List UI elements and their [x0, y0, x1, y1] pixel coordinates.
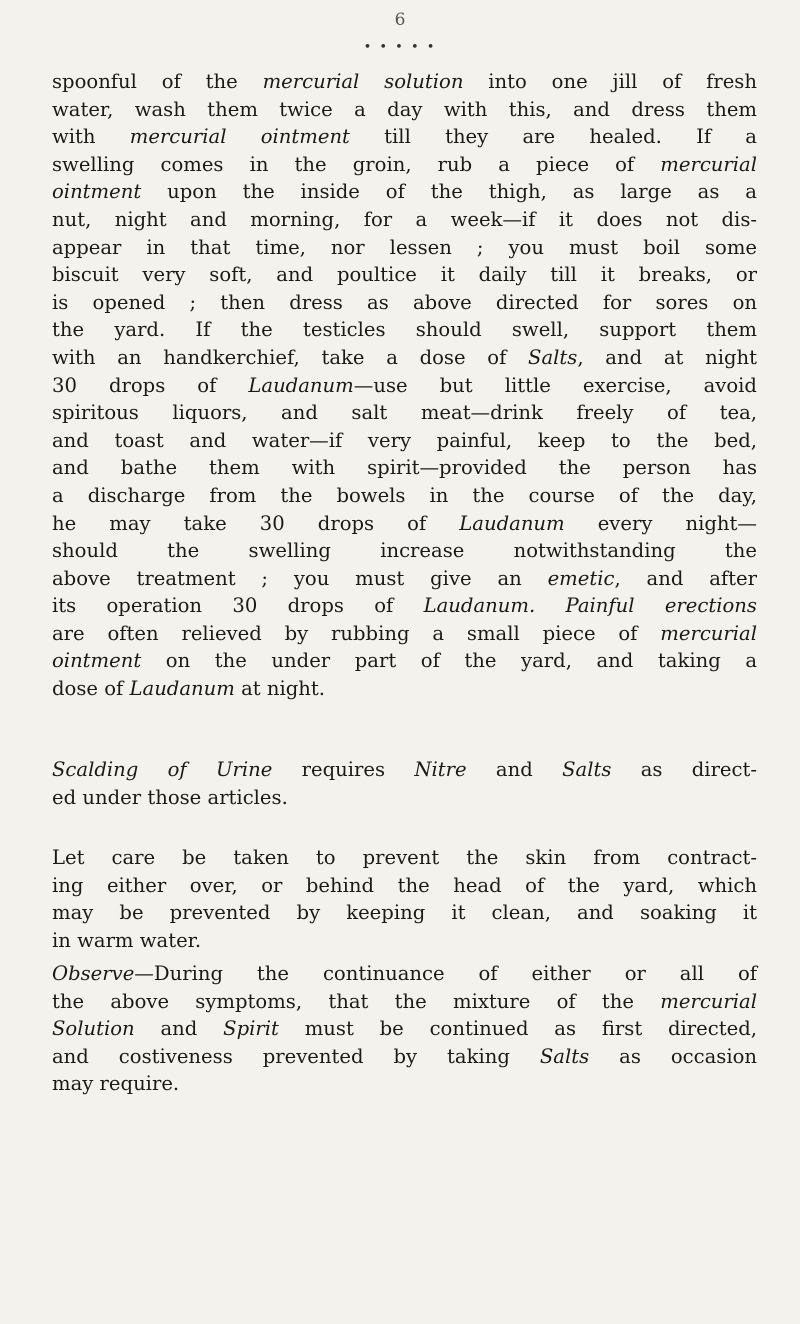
italic-text: Salts [562, 758, 612, 781]
text-run: —use but little exercise, avoid [353, 373, 757, 397]
text-run: nut, night and morning, for a week—if it does not dis- [52, 207, 757, 231]
italic-text: mercurial ointment [129, 125, 350, 149]
text-line [52, 68, 757, 96]
text-run: appear in that time, nor lessen ; you must boil some [52, 235, 757, 259]
text-run: spiritous liquors, and salt meat—drink freely of tea, [52, 401, 757, 425]
text-run: spoonful of the [52, 70, 263, 93]
text-run: Let care be taken to prevent the skin from contract- [52, 846, 757, 869]
text-line [52, 482, 757, 510]
text-run: may require. [52, 1072, 180, 1096]
italic-text: ointment [52, 180, 142, 204]
text-line [52, 784, 757, 812]
text-line [52, 289, 757, 317]
text-run: —During the continuance of either or all of [134, 962, 757, 985]
text-line [52, 537, 757, 565]
text-line [52, 1070, 757, 1098]
italic-text: Solution [52, 1017, 135, 1041]
text-run: is opened ; then dress as above directed for sores on [52, 290, 757, 314]
text-run: above treatment ; you must give an [52, 566, 548, 590]
text-line [52, 96, 757, 124]
text-line [52, 988, 757, 1016]
italic-text: ointment [52, 649, 142, 673]
text-run: are often relieved by rubbing a small piece of [52, 621, 661, 645]
text-line [52, 151, 757, 179]
text-run: biscuit very soft, and poultice it daily till it breaks, or [52, 263, 757, 287]
italic-text: Laudanum. Painful erections [423, 594, 757, 618]
text-line [52, 344, 757, 372]
text-run: ed under those articles. [52, 785, 288, 809]
text-run: 30 drops of [52, 373, 249, 397]
text-line [52, 454, 757, 482]
paragraph-treatment [52, 68, 757, 703]
text-run: and costiveness prevented by taking [52, 1044, 540, 1068]
italic-text: Salts [539, 1044, 590, 1068]
text-line [52, 872, 757, 900]
text-line [52, 675, 757, 703]
text-line [52, 372, 757, 400]
text-run: its operation 30 drops of [52, 594, 424, 618]
text-run: requires [272, 758, 415, 781]
text-run: at night. [234, 677, 326, 701]
text-run: ing either over, or behind the head of the yard, which [52, 873, 757, 897]
italic-text: Observe [52, 962, 135, 985]
text-run: dose of [52, 677, 130, 701]
text-run: in warm water. [52, 928, 202, 952]
text-run: may be prevented by keeping it clean, and soaking it [52, 901, 757, 925]
text-run: as occasion [589, 1044, 758, 1068]
text-line [52, 316, 757, 344]
italic-text: emetic [547, 566, 615, 590]
italic-text: mercurial [660, 989, 757, 1013]
text-line [52, 647, 757, 675]
page-number: 6 [394, 10, 406, 30]
text-line [52, 592, 757, 620]
text-line [52, 510, 757, 538]
text-run: with [52, 125, 130, 149]
text-line [52, 427, 757, 455]
text-run: the above symptoms, that the mixture of the [52, 989, 661, 1013]
text-run: a discharge from the bowels in the course of the day, [52, 483, 757, 507]
paragraph-scalding-of-urine [52, 756, 757, 811]
text-line [52, 620, 757, 648]
italic-text: Laudanum [248, 373, 354, 397]
text-line [52, 1015, 757, 1043]
text-run: the yard. If the testicles should swell, support them [52, 318, 757, 342]
text-run: and bathe them with spirit—provided the person has [52, 456, 757, 480]
italic-text: mercurial [660, 152, 757, 176]
paragraph-skin-contracting [52, 844, 757, 954]
italic-text: mercurial solution [262, 70, 464, 93]
text-line [52, 927, 757, 955]
text-run: must be continued as first directed, [278, 1017, 757, 1041]
text-run: every night— [564, 511, 757, 535]
text-line [52, 1043, 757, 1071]
italic-text: Spirit [223, 1017, 279, 1041]
italic-text: Laudanum [129, 677, 235, 701]
text-run: , and at night [577, 345, 757, 369]
paragraph-observe [52, 960, 757, 1098]
text-run: with an handkerchief, take a dose of [52, 345, 529, 369]
text-line [52, 565, 757, 593]
text-run: and [134, 1017, 224, 1041]
text-line [52, 234, 757, 262]
text-run: upon the inside of the thigh, as large as a [141, 180, 757, 204]
text-run: and [466, 758, 563, 781]
text-run: should the swelling increase notwithstanding the [52, 539, 757, 563]
text-run: till they are healed. If a [349, 125, 757, 149]
italic-text: Laudanum [459, 511, 565, 535]
text-run: into one jill of fresh [463, 70, 757, 93]
text-line [52, 756, 757, 784]
text-line [52, 206, 757, 234]
text-line [52, 960, 757, 988]
text-run: , and after [614, 566, 757, 590]
text-line [52, 123, 757, 151]
text-run: as direct- [611, 758, 757, 781]
italic-text: mercurial [660, 621, 757, 645]
italic-text: Scalding of Urine [52, 758, 273, 781]
text-line [52, 261, 757, 289]
text-run: he may take 30 drops of [52, 511, 460, 535]
text-run: water, wash them twice a day with this, and dress them [52, 97, 757, 121]
text-line [52, 844, 757, 872]
text-run: on the under part of the yard, and taking a [141, 649, 757, 673]
italic-text: Salts [528, 345, 578, 369]
signature-mark: • • • • • [363, 40, 437, 55]
text-run: and toast and water—if very painful, keep to the bed, [52, 428, 757, 452]
italic-text: Nitre [414, 758, 467, 781]
text-line [52, 899, 757, 927]
text-line [52, 399, 757, 427]
text-line [52, 178, 757, 206]
text-run: swelling comes in the groin, rub a piece of [52, 152, 661, 176]
